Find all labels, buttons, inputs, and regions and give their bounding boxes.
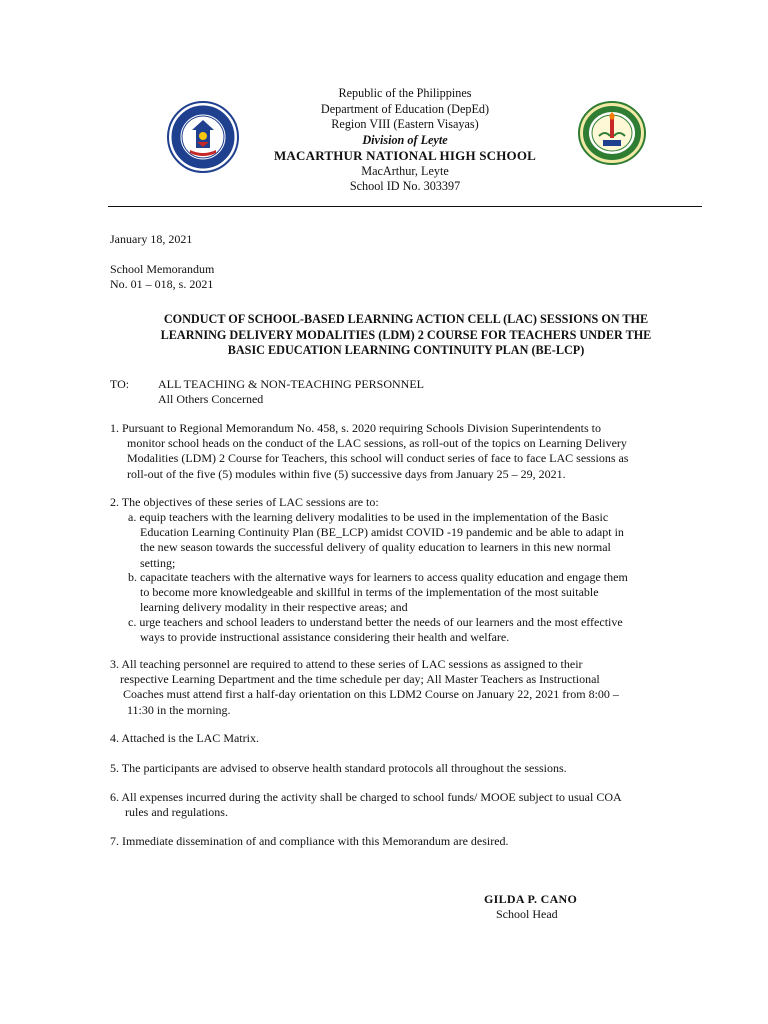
subject-line: LEARNING DELIVERY MODALITIES (LDM) 2 COURSE FOR TEACHERS UNDER THE [160, 327, 652, 342]
objective-line: the new season towards the successful delivery of quality education to learners in this new normal [140, 540, 611, 555]
paragraph-line: respective Learning Department and the time schedule per day; All Master Teachers as Instructional [120, 672, 600, 687]
memo-type: School Memorandum [110, 262, 215, 276]
paragraph-line: 1. Pursuant to Regional Memorandum No. 458, s. 2020 requiring Schools Division Superintendents to [110, 421, 601, 435]
paragraph-4: 4. Attached is the LAC Matrix. [110, 731, 259, 745]
objective-line: learning delivery modality in their respective areas; and [140, 600, 408, 615]
objective-line: Education Learning Continuity Plan (BE_LCP) amidst COVID -19 pandemic and be able to adapt in [140, 525, 624, 540]
paragraph-line: monitor school heads on the conduct of the LAC sessions, as roll-out of the topics on Learning Delivery [127, 436, 627, 451]
memo-number: No. 01 – 018, s. 2021 [110, 277, 214, 291]
recipients-others: All Others Concerned [158, 392, 264, 406]
paragraph-7: 7. Immediate dissemination of and compliance with this Memorandum are desired. [110, 834, 509, 848]
paragraph-6 [110, 790, 710, 820]
paragraph-2-heading: 2. The objectives of these series of LAC sessions are to: [110, 495, 379, 509]
subject-line: CONDUCT OF SCHOOL-BASED LEARNING ACTION CELL (LAC) SESSIONS ON THE [163, 312, 649, 326]
objective-line: setting; [140, 555, 176, 570]
paragraph-line: 3. All teaching personnel are required to attend to these series of LAC sessions as assigned to their [110, 657, 583, 671]
paragraph-1 [110, 421, 710, 482]
paragraph-line: 11:30 in the morning. [127, 702, 231, 717]
objective-line: to become more knowledgeable and skillful in terms of the implementation of the most suitable [140, 585, 599, 600]
objective-a [128, 510, 708, 571]
school-town: MacArthur, Leyte [361, 163, 449, 178]
region-line: Region VIII (Eastern Visayas) [331, 117, 479, 131]
memo-reference [110, 262, 214, 292]
memo-subject [110, 312, 702, 359]
objective-b [128, 570, 708, 616]
school-name: MACARTHUR NATIONAL HIGH SCHOOL [273, 148, 537, 163]
paragraph-line: Coaches must attend first a half-day orientation on this LDM2 Course on January 22, 2021 from 8:00 – [123, 687, 619, 702]
objective-line: b. capacitate teachers with the alternative ways for learners to access quality education and engage them [128, 570, 628, 584]
paragraph-line: Modalities (LDM) 2 Course for Teachers, this school will conduct series of face to face LAC sessions as [127, 451, 629, 466]
paragraph-line: roll-out of the five (5) modules within five (5) successive days from January 25 – 29, 2021. [127, 466, 566, 481]
header-divider [108, 206, 702, 207]
school-id: School ID No. 303397 [349, 179, 461, 193]
letterhead [190, 86, 620, 195]
signatory-title: School Head [496, 907, 558, 921]
republic-line: Republic of the Philippines [338, 86, 472, 100]
paragraph-5: 5. The participants are advised to observe health standard protocols all throughout the sessions. [110, 761, 567, 775]
department-line: Department of Education (DepEd) [320, 101, 490, 116]
objective-line: ways to provide instructional assistance considering their health and welfare. [140, 630, 510, 645]
objective-line: c. urge teachers and school leaders to understand better the needs of our learners and the most effective [128, 615, 623, 629]
memo-date: January 18, 2021 [110, 232, 193, 246]
objective-c [128, 615, 708, 645]
objective-line: a. equip teachers with the learning delivery modalities to be used in the implementation of the Basic [128, 510, 609, 524]
paragraph-line: rules and regulations. [125, 805, 228, 820]
paragraph-line: 6. All expenses incurred during the activity shall be charged to school funds/ MOOE subject to usual COA [110, 790, 622, 804]
to-label: TO: [110, 377, 130, 391]
signatory-name: GILDA P. CANO [484, 892, 578, 906]
division-line: Division of Leyte [362, 132, 448, 147]
paragraph-3 [110, 657, 710, 718]
recipients: ALL TEACHING & NON-TEACHING PERSONNEL [158, 377, 424, 391]
subject-line: BASIC EDUCATION LEARNING CONTINUITY PLAN (BE-LCP) [227, 343, 585, 357]
